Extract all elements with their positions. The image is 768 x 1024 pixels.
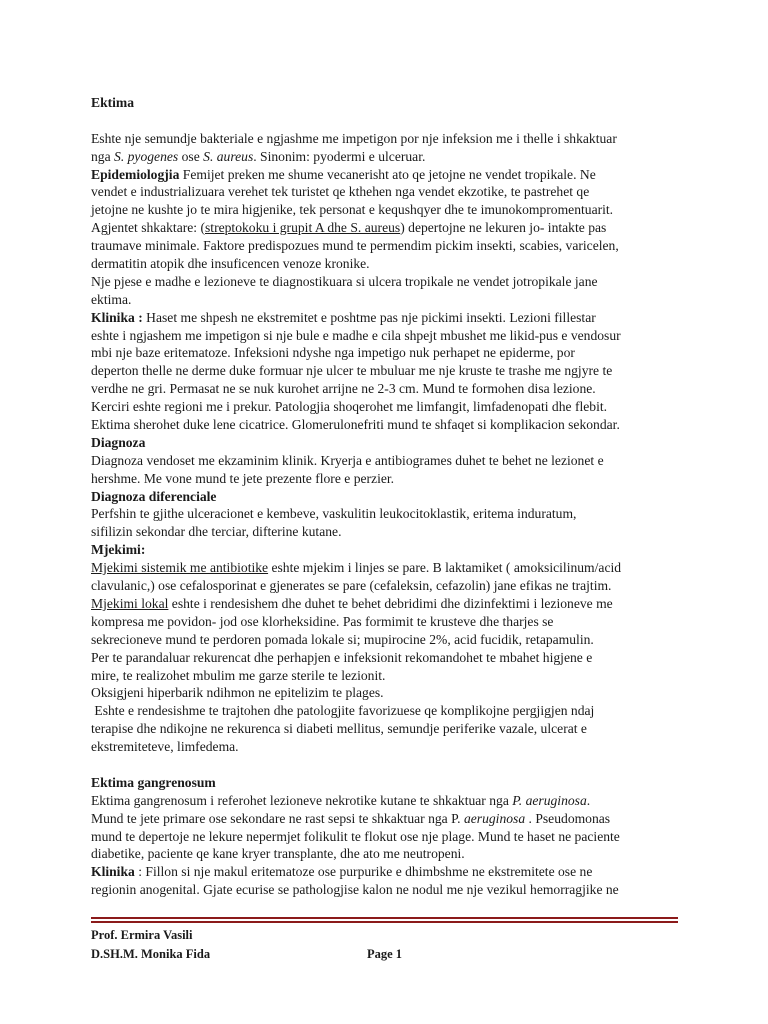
section-heading-mjekimi: Mjekimi: bbox=[91, 542, 146, 558]
underlined-agents: streptokoku i grupit A dhe S. aureus bbox=[205, 220, 401, 236]
paragraph-line: regionin anogenital. Gjate ecurise se pathologjise kalon ne nodul me nje vezikul hemorragjike ne bbox=[91, 882, 619, 898]
paragraph-line: Kerciri eshte regioni me i prekur. Patologjia shoqerohet me limfangit, limfadenopati dhe flebit. bbox=[91, 399, 608, 415]
paragraph-line: jetojne ne kushte jo te mira higjenike, tek personat e kequshqyer dhe te imunokompromentuarit. bbox=[91, 202, 614, 218]
section-heading-epidemiology: Epidemiologjia bbox=[91, 166, 180, 182]
epidemiology-line: Epidemiologjia Femijet preken me shume vecanerisht ato qe jetojne ne vendet tropikale. Ne bbox=[91, 166, 596, 182]
paragraph-line: sifilizin sekondar dhe terciar, difterine kutane. bbox=[91, 524, 342, 540]
paragraph-line: kompresa me povidon- jod ose klorheksidine. Pas formimit te krusteve dhe tharjes se bbox=[91, 613, 554, 629]
paragraph-line: eshte i ngjashem me impetigon si nje bule e madhe e cila shpejt mbushet me likid-pus e vendosur bbox=[91, 327, 621, 343]
organism-name: aeruginosa bbox=[463, 810, 526, 826]
underlined-local: Mjekimi lokal bbox=[91, 595, 169, 611]
footer-rule bbox=[91, 921, 678, 923]
paragraph-line: mbi nje baze eritematoze. Infeksioni ndyshe nga impetigo nuk perhapet ne epiderme, por bbox=[91, 345, 575, 361]
section-heading-klinika-2: Klinika bbox=[91, 864, 135, 880]
paragraph-line: Eshte e rendesishme te trajtohen dhe patologjite favorizuese qe komplikojne pergjigjen ndaj bbox=[91, 703, 595, 719]
gangrenosum-line-2: Mund te jete primare ose sekondare ne rast sepsi te shkaktuar nga P. aeruginosa . Pseudomonas bbox=[91, 810, 611, 826]
systemic-treatment-line: Mjekimi sistemik me antibiotike eshte mjekim i linjes se pare. B laktamiket ( amoksicilinum/acid bbox=[91, 560, 622, 576]
section-heading-klinika: Klinika : bbox=[91, 309, 143, 325]
underlined-systemic: Mjekimi sistemik me antibiotike bbox=[91, 560, 269, 576]
footer-rule bbox=[91, 917, 678, 919]
document-body bbox=[91, 94, 691, 899]
paragraph-line: diabetike, paciente qe kane kryer transplante, dhe ato me neutropeni. bbox=[91, 846, 465, 862]
paragraph-line: Perfshin te gjithe ulceracionet e kembeve, vaskulitin leukocitoklastik, eritema induratum, bbox=[91, 506, 577, 522]
paragraph-line: vendet e industrializuara verehet tek turistet qe kthehen nga vendet ekzotike, te pastrehet qe bbox=[91, 184, 590, 200]
footer-author-2-row bbox=[91, 945, 403, 964]
local-treatment-line: Mjekimi lokal eshte i rendesishem dhe duhet te behet debridimi dhe dizinfektimi i lezioneve me bbox=[91, 595, 613, 611]
paragraph-line: mund te depertoje ne lekure nepermjet folikulit te flokut ose nje plage. Mund te haset ne paciente bbox=[91, 828, 620, 844]
paragraph-line: clavulanic,) ose cefalosporinat e gjenerates se pare (cefaleksin, cefazolin) jane efikas ne trajtim. bbox=[91, 578, 612, 594]
organism-name: S. pyogenes bbox=[114, 148, 179, 164]
paragraph-line: deperton thelle ne derme duke formuar nje ulcer te mbuluar me nje kruste te trashe me ngjyre te bbox=[91, 363, 613, 379]
paragraph-line: traumave minimale. Faktore predispozues mund te permendim pickim insekti, scabies, varicelen, bbox=[91, 238, 619, 254]
footer-author-2: D.SH.M. Monika Fida bbox=[91, 947, 211, 961]
paragraph-line: mire, te realizohet mbulim me garze sterile te lezionit. bbox=[91, 667, 386, 683]
paragraph-line: ekstremiteteve, limfedema. bbox=[91, 739, 239, 755]
clinical-line: Klinika : Haset me shpesh ne ekstremitet e poshtme pas nje pickimi insekti. Lezioni fillestar bbox=[91, 309, 596, 325]
section-heading-diferenciale: Diagnoza diferenciale bbox=[91, 488, 217, 504]
intro-line-1: Eshte nje semundje bakteriale e ngjashme me impetigon por nje infeksion me i thelle i shkaktuar bbox=[91, 130, 617, 146]
paragraph-line: dermatitin atopik dhe insuficencen venoze kronike. bbox=[91, 256, 370, 272]
paragraph-line: hershme. Me vone mund te jete prezente flore e perzier. bbox=[91, 470, 395, 486]
organism-name: P. aeruginosa bbox=[512, 792, 587, 808]
document-title: Ektima bbox=[91, 95, 135, 110]
gangrenosum-line-1: Ektima gangrenosum i referohet lezioneve nekrotike kutane te shkaktuar nga P. aeruginosa. bbox=[91, 792, 591, 808]
paragraph-line: Per te parandaluar rekurencat dhe perhapjen e infeksionit rekomandohet te mbahet higjene e bbox=[91, 649, 593, 665]
gangrenosum-clinical-line: Klinika : Fillon si nje makul eritematoze ose purpurike e dhimbshme ne ekstremitete ose ne bbox=[91, 864, 593, 880]
section-heading-gangrenosum: Ektima gangrenosum bbox=[91, 774, 216, 790]
paragraph-line: Nje pjese e madhe e lezioneve te diagnostikuara si ulcera tropikale ne vendet jotropikale jane bbox=[91, 273, 598, 289]
paragraph-line: terapise dhe ndikojne ne rekurenca si diabeti mellitus, semundje periferike vazale, ulcerat e bbox=[91, 721, 587, 737]
organism-name: S. aureus bbox=[203, 148, 254, 164]
paragraph-line: ektima. bbox=[91, 291, 132, 307]
paragraph-line: Ektima sherohet duke lene cicatrice. Glomerulonefriti mund te shfaqet si komplikacion sekondar. bbox=[91, 417, 620, 433]
paragraph-line: verdhe ne gri. Permasat ne se nuk kurohet arrijne ne 2-3 cm. Mund te formohen disa lezione. bbox=[91, 381, 596, 397]
paragraph-line: sekrecioneve mund te perdoren pomada lokale si; mupirocine 2%, acid fucidik, retapamulin. bbox=[91, 631, 594, 647]
agents-line: Agjentet shkaktare: (streptokoku i grupit A dhe S. aureus) depertojne ne lekuren jo- intakte pas bbox=[91, 220, 607, 236]
paragraph-line: Diagnoza vendoset me ekzaminim klinik. Kryerja e antibiogrames duhet te behet ne lezionet e bbox=[91, 452, 604, 468]
footer-author-1: Prof. Ermira Vasili bbox=[91, 928, 193, 942]
page-number: Page 1 bbox=[367, 947, 403, 961]
intro-line-2: nga S. pyogenes ose S. aureus. Sinonim: pyodermi e ulceruar. bbox=[91, 148, 426, 164]
page-footer bbox=[91, 926, 403, 964]
section-heading-diagnoza: Diagnoza bbox=[91, 434, 146, 450]
paragraph-line: Oksigjeni hiperbarik ndihmon ne epitelizim te plages. bbox=[91, 685, 384, 701]
